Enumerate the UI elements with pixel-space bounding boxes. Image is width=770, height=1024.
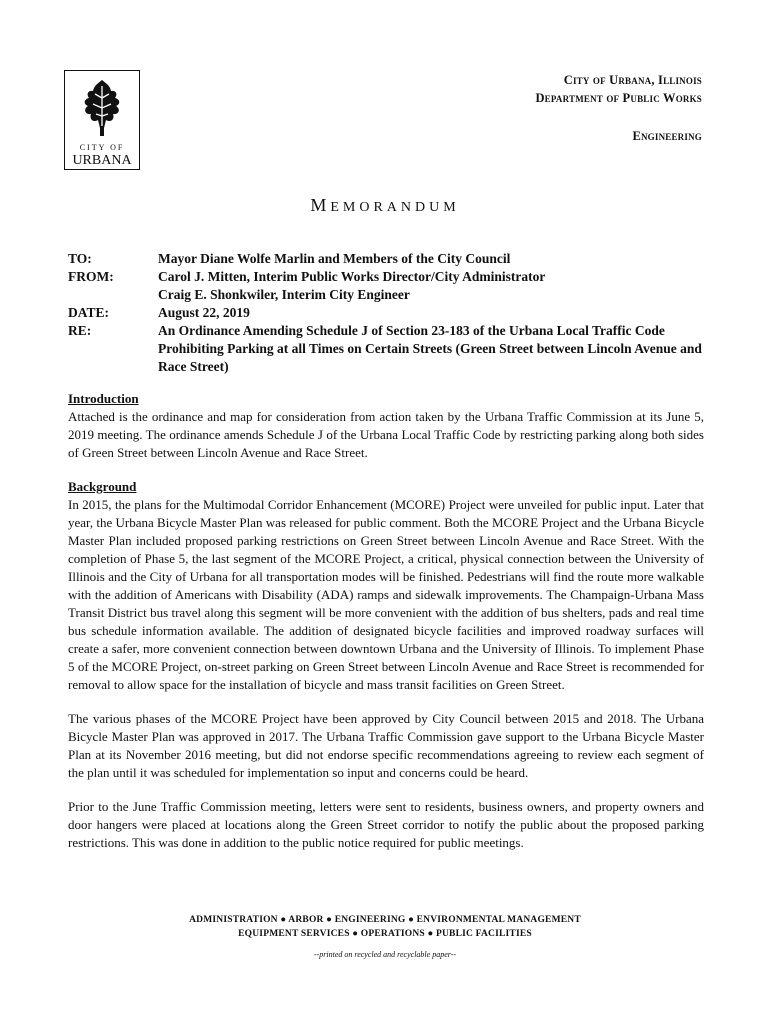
memo-title-initial: M xyxy=(310,195,331,215)
date-row xyxy=(68,304,708,322)
memo-body xyxy=(68,390,704,868)
from-label-2 xyxy=(68,286,158,304)
from-value: Carol J. Mitten, Interim Public Works Director/City Administrator xyxy=(158,269,546,284)
division-name: Engineering xyxy=(632,129,702,143)
re-row xyxy=(68,322,708,376)
intro-paragraph: Attached is the ordinance and map for consideration from action taken by the Urbana Traffic Commission at its June 5, 2019 meeting. The ordinance amends Schedule J of the Urbana Local Traffic Code by restricting parking along both sides of Green Street between Lincoln Avenue and Race Street. xyxy=(68,409,704,460)
to-value: Mayor Diane Wolfe Marlin and Members of the City Council xyxy=(158,251,511,266)
department-name: Department of Public Works xyxy=(535,90,702,105)
memo-title xyxy=(0,195,770,216)
logo-line2: URBANA xyxy=(72,153,132,168)
to-row xyxy=(68,250,708,268)
background-paragraph-2: The various phases of the MCORE Project have been approved by City Council between 2015 and 2018. The Urbana Bicycle Master Plan was approved in 2017. The Urbana Traffic Commission gave support to the Urbana Bicycle Master Plan at its November 2016 meeting, but did not endorse specific recommendations agreeing to review each segment of the plan until it was scheduled for implementation so input and concerns could be heard. xyxy=(68,711,704,780)
from-row-2 xyxy=(68,286,708,304)
re-value: An Ordinance Amending Schedule J of Section 23-183 of the Urbana Local Traffic Code Prohibiting Parking at all Times on Certain Streets (Green Street between Lincoln Avenue and Race Street) xyxy=(158,323,702,374)
city-name: City of Urbana, Illinois xyxy=(563,73,702,87)
footer-line-1: ADMINISTRATION ● ARBOR ● ENGINEERING ● ENVIRONMENTAL MANAGEMENT xyxy=(189,915,581,925)
from-label: FROM: xyxy=(68,269,114,284)
from-row xyxy=(68,268,708,286)
date-label: DATE: xyxy=(68,305,110,320)
memo-header xyxy=(68,250,708,376)
background-paragraph-3: Prior to the June Traffic Commission meeting, letters were sent to residents, business owners, and property owners and door hangers were placed at locations along the Green Street corridor to notify the public about the proposed parking restrictions. This was done in addition to the public notice required for public meetings. xyxy=(68,799,704,850)
logo-line1: CITY OF xyxy=(79,143,125,152)
footer-line-2: EQUIPMENT SERVICES ● OPERATIONS ● PUBLIC FACILITIES xyxy=(238,929,532,939)
intro-heading: Introduction xyxy=(68,391,139,406)
printed-note: --printed on recycled and recyclable paper-- xyxy=(313,950,457,959)
footer-departments xyxy=(0,913,770,941)
re-label: RE: xyxy=(68,323,92,338)
city-of-urbana-logo xyxy=(64,70,140,170)
department-header xyxy=(535,72,702,146)
date-value: August 22, 2019 xyxy=(158,305,250,320)
from-value-2: Craig E. Shonkwiler, Interim City Engineer xyxy=(158,287,410,302)
memo-title-rest: EMORANDUM xyxy=(330,200,460,215)
background-paragraph-1: In 2015, the plans for the Multimodal Corridor Enhancement (MCORE) Project were unveiled for public input. Later that year, the Urbana Bicycle Master Plan was released for public comment. Both the MCORE Project and the Urbana Bicycle Master Plan included proposed parking restrictions on Green Street between Lincoln Avenue and Race Street. With the completion of Phase 5, the last segment of the MCORE Project, a critical, physical connection between the University of Illinois and the City of Urbana for all transportation modes will be finished. Pedestrians will find the route more walkable with the addition of Americans with Disability (ADA) ramps and sidewalk improvements. The Champaign-Urbana Mass Transit District bus travel along this segment will be more convenient with the addition of bus shelters, pads and real time bus schedule information available. The addition of designated bicycle facilities and improved roadway surfaces will create a safer, more convenient connection between downtown Urbana and the University of Illinois. To implement Phase 5 of the MCORE Project, on-street parking on Green Street between Lincoln Avenue and Race Street is recommended for removal to allow space for the installation of bicycle and mass transit facilities on Green Street. xyxy=(68,497,704,692)
background-heading: Background xyxy=(68,479,137,494)
to-label: TO: xyxy=(68,251,92,266)
